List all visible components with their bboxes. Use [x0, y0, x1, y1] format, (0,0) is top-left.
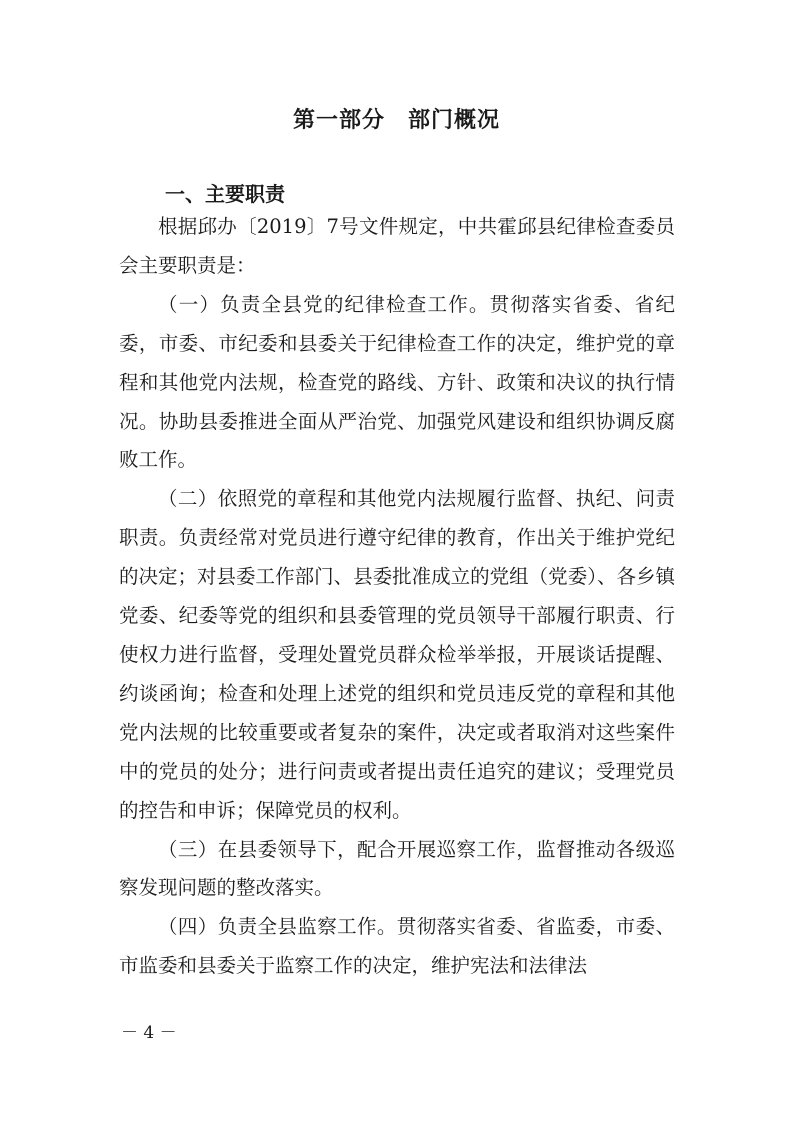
section-heading: 一、主要职责 — [165, 182, 285, 206]
paragraph-intro: 根据邱办〔2019〕7号文件规定，中共霍邱县纪律检查委员会主要职责是： — [119, 215, 675, 277]
page-title: 第一部分 部门概况 — [292, 108, 500, 133]
document-body — [119, 208, 675, 986]
paragraph-duty-3: （三）在县委领导下，配合开展巡察工作，监督推动各级巡察发现问题的整改落实。 — [119, 837, 675, 900]
paragraph-duty-2: （二）依照党的章程和其他党内法规履行监督、执纪、问责职责。负责经常对党员进行遵守纪律的教育，作出关于维护党纪的决定；对县委工作部门、县委批准成立的党组（党委）、各乡镇党委、纪委等党的组织和县委管理的党员领导干部履行职责、行使权力进行监督，受理处置党员群众检举举报，开展谈话提醒、约谈函询；检查和处理上述党的组织和党员违反党的章程和其他党内法规的比较重要或者复杂的案件，决定或者取消对这些案件中的党员的处分；进行问责或者提出责任追究的建议；受理党员的控告和申诉；保障党员的权利。 — [119, 487, 675, 822]
page-number: － 4 － — [121, 1023, 177, 1043]
paragraph-duty-4: （四）负责全县监察工作。贯彻落实省委、省监委，市委、市监委和县委关于监察工作的决定，维护宪法和法律法 — [119, 915, 675, 978]
paragraph-duty-1: （一）负责全县党的纪律检查工作。贯彻落实省委、省纪委，市委、市纪委和县委关于纪律检查工作的决定，维护党的章程和其他党内法规，检查党的路线、方针、政策和决议的执行情况。协助县委推进全面从严治党、加强党风建设和组织协调反腐败工作。 — [119, 292, 675, 472]
